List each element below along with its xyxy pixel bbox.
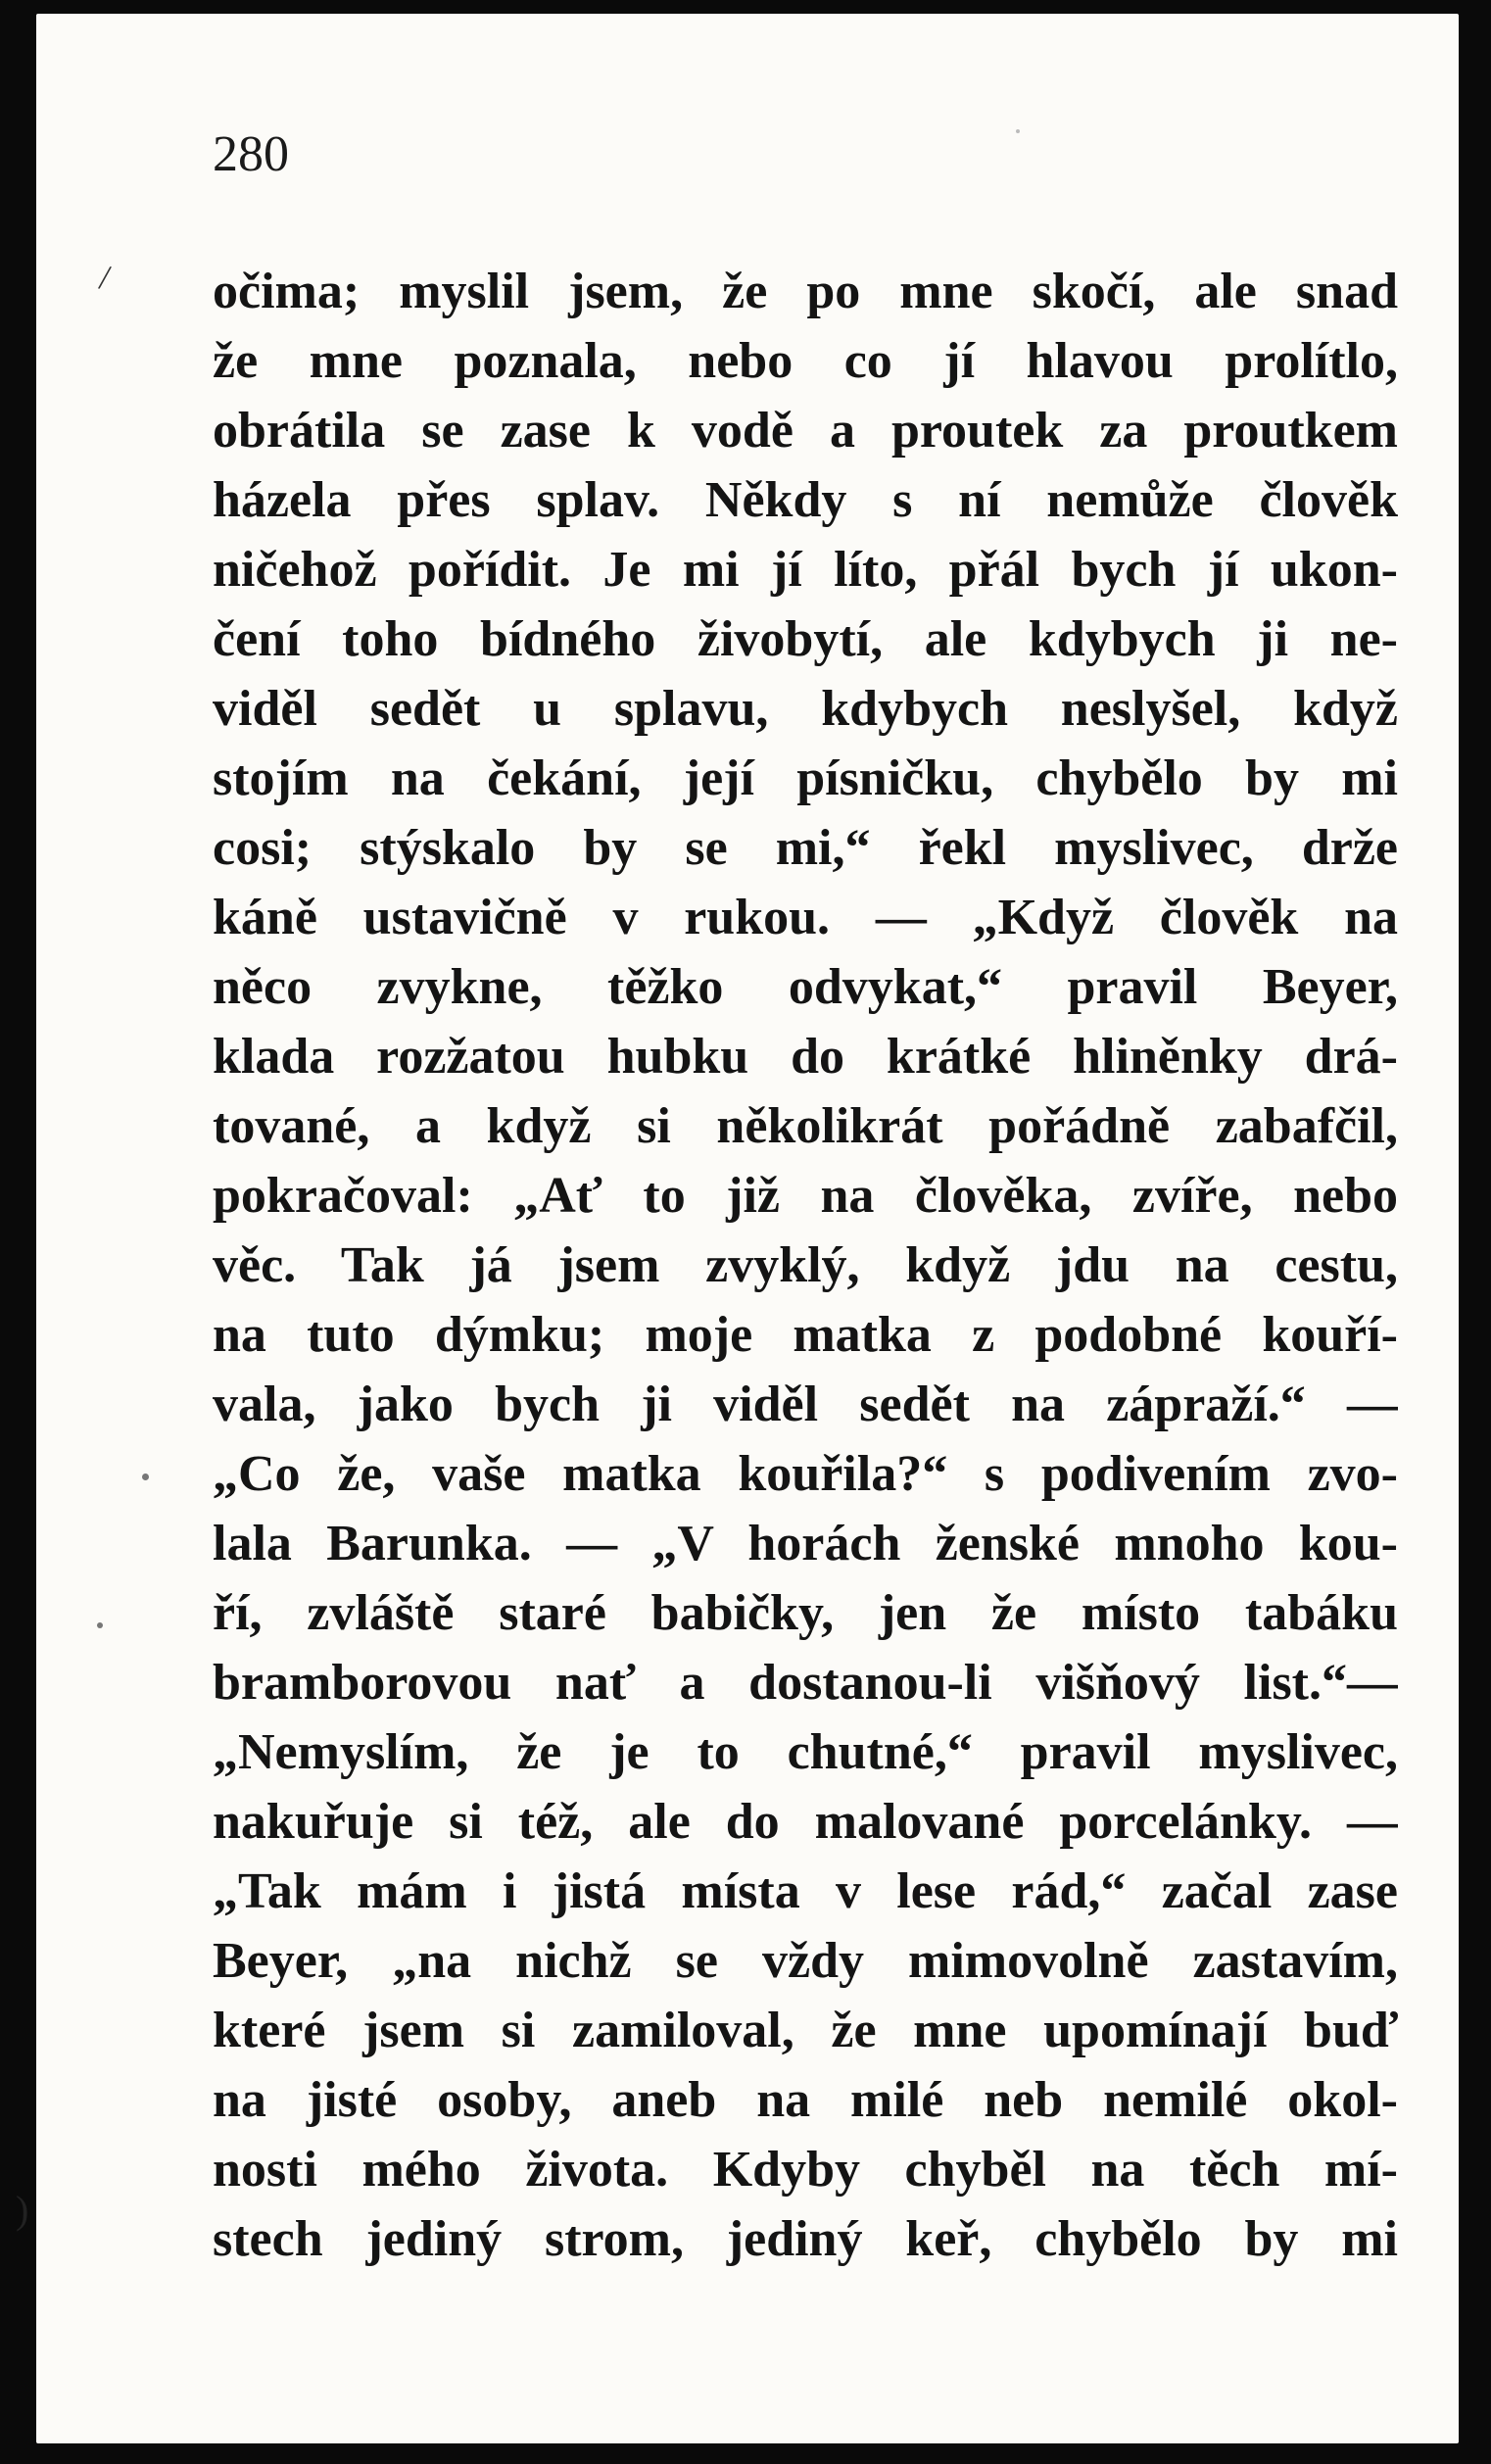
text-line: na jisté osoby, aneb na milé neb nemilé okol- — [213, 2072, 1398, 2128]
text-line: bramborovou nať a dostanou-li višňový list.“— — [213, 1655, 1398, 1711]
text-line: Beyer, „na nichž se vždy mimovolně zastavím, — [213, 1933, 1398, 1989]
text-line: stojím na čekání, její písničku, chybělo by mi — [213, 750, 1398, 806]
text-line: „Nemyslím, že je to chutné,“ pravil myslivec, — [213, 1724, 1398, 1780]
text-line: obrátila se zase k vodě a proutek za proutkem — [213, 403, 1398, 459]
paper-speck — [142, 1474, 149, 1480]
text-line: na tuto dýmku; moje matka z podobné kouří- — [213, 1307, 1398, 1363]
text-line: házela přes splav. Někdy s ní nemůže člověk — [213, 472, 1398, 528]
text-line: lala Barunka. — „V horách ženské mnoho kou- — [213, 1516, 1398, 1571]
text-line: že mne poznala, nebo co jí hlavou prolítlo, — [213, 333, 1398, 389]
text-line: nakuřuje si též, ale do malované porcelánky. — — [213, 1794, 1398, 1850]
page-number: 280 — [213, 126, 289, 182]
paper-speck — [1016, 129, 1020, 133]
text-line: věc. Tak já jsem zvyklý, když jdu na cestu, — [213, 1237, 1398, 1293]
margin-mark-bottom: ) — [16, 2188, 29, 2232]
text-line: tované, a když si několikrát pořádně zabafčil, — [213, 1098, 1398, 1154]
book-page — [36, 14, 1459, 2443]
text-line: čení toho bídného živobytí, ale kdybych ji ne- — [213, 611, 1398, 667]
text-line: pokračoval: „Ať to již na člověka, zvíře, nebo — [213, 1168, 1398, 1224]
text-line: ničehož pořídit. Je mi jí líto, přál bych jí ukon- — [213, 542, 1398, 598]
text-line: vala, jako bych ji viděl sedět na zápraží.“ — — [213, 1377, 1398, 1432]
text-line: káně ustavičně v rukou. — „Když člověk na — [213, 890, 1398, 945]
paper-speck — [97, 1622, 103, 1628]
text-line: „Tak mám i jistá místa v lese rád,“ začal zase — [213, 1863, 1398, 1919]
text-line: něco zvykne, těžko odvykat,“ pravil Beyer, — [213, 959, 1398, 1015]
text-line: ří, zvláště staré babičky, jen že místo tabáku — [213, 1585, 1398, 1641]
text-line: které jsem si zamiloval, že mne upomínají buď — [213, 2003, 1398, 2058]
text-line: cosi; stýskalo by se mi,“ řekl myslivec, drže — [213, 820, 1398, 876]
margin-mark-top: / — [96, 257, 114, 298]
text-line: klada rozžatou hubku do krátké hliněnky drá- — [213, 1029, 1398, 1085]
text-line: očima; myslil jsem, že po mne skočí, ale snad — [213, 264, 1398, 319]
text-line: stech jediný strom, jediný keř, chybělo by mi — [213, 2211, 1398, 2267]
text-line: viděl sedět u splavu, kdybych neslyšel, když — [213, 681, 1398, 737]
text-line: „Co že, vaše matka kouřila?“ s podivením zvo- — [213, 1446, 1398, 1502]
text-line: nosti mého života. Kdyby chyběl na těch mí- — [213, 2142, 1398, 2198]
body-text — [213, 257, 1398, 2274]
